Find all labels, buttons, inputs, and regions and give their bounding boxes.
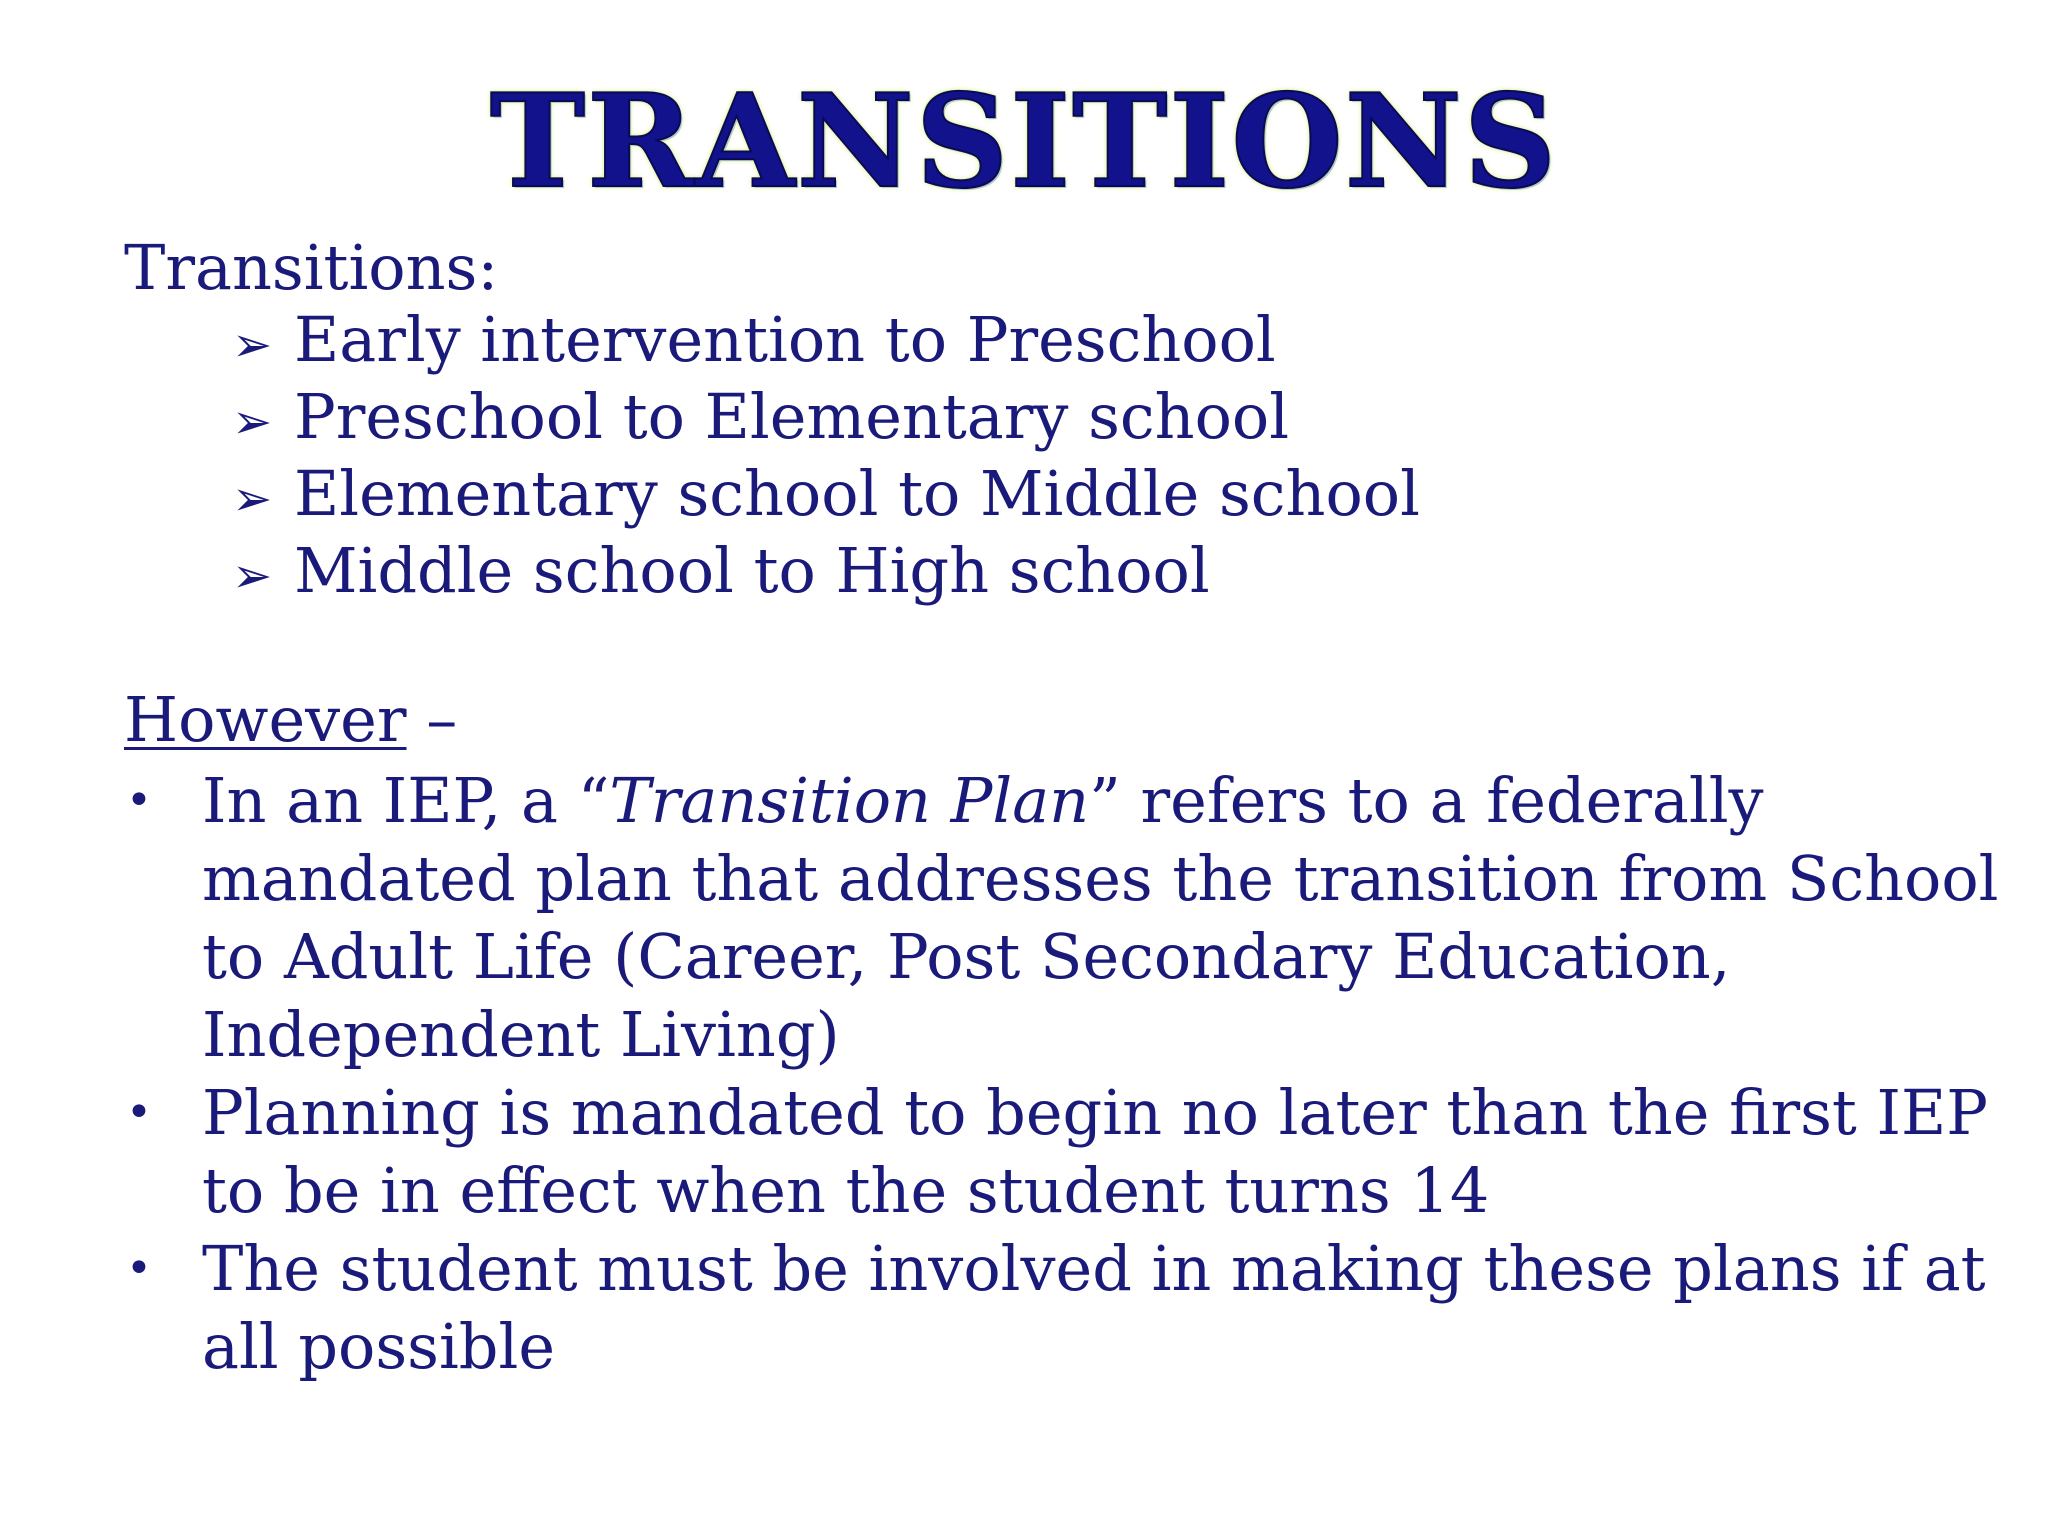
bullet-text: The student must be involved in making these plans if at all possible	[202, 1232, 1986, 1383]
transition-text: Middle school to High school	[294, 534, 1210, 607]
slide-title: TRANSITIONS	[489, 67, 1559, 217]
bullet-text	[202, 762, 2004, 1074]
bullet-text-pre: In an IEP, a “	[202, 764, 610, 837]
list-item	[232, 458, 2004, 535]
dot-bullet-icon: •	[126, 1243, 152, 1294]
transitions-label: Transitions:	[124, 231, 499, 304]
list-item	[124, 1074, 2004, 1230]
arrowhead-bullet-icon: ➢	[232, 471, 273, 527]
dot-bullet-icon: •	[126, 775, 152, 826]
dot-bullet-icon: •	[126, 1087, 152, 1138]
iep-bullets-list	[124, 762, 2004, 1386]
list-item	[124, 762, 2004, 1074]
however-word: However	[124, 683, 407, 756]
transition-text: Early intervention to Preschool	[294, 303, 1276, 376]
however-dash: –	[406, 683, 458, 756]
transition-text: Preschool to Elementary school	[294, 380, 1290, 453]
transition-text: Elementary school to Middle school	[294, 457, 1420, 530]
bullet-text: Planning is mandated to begin no later than the first IEP to be in effect when the student turns 14	[202, 1076, 1989, 1227]
transitions-list	[232, 304, 2004, 612]
bullet-text-post: ” refers to a federally mandated plan that addresses the transition from School to Adult Life (Career, Post Secondary Education, Independent Living)	[202, 764, 1999, 1071]
list-item	[232, 304, 2004, 381]
arrowhead-bullet-icon: ➢	[232, 317, 273, 373]
however-heading	[124, 684, 2004, 756]
slide-body	[124, 232, 2004, 1386]
list-item	[124, 1230, 2004, 1386]
arrowhead-bullet-icon: ➢	[232, 548, 273, 604]
list-item	[232, 535, 2004, 612]
list-item	[232, 381, 2004, 458]
arrowhead-bullet-icon: ➢	[232, 394, 273, 450]
transition-plan-term: Transition Plan	[609, 764, 1090, 837]
